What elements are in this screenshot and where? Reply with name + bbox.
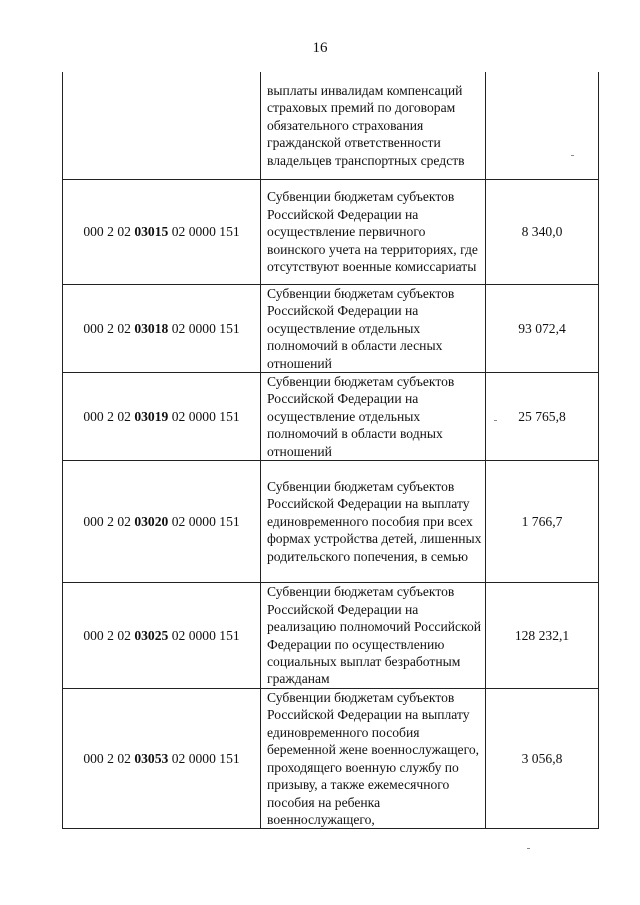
description-cell: выплаты инвалидам компенсаций страховых премий по договорам обязательного страхования гражданской ответственности владельцев транспортных средств (261, 72, 486, 180)
budget-code-cell: 000 2 02 03025 02 0000 151 (63, 583, 261, 689)
amount-cell: 128 232,1 (486, 583, 599, 689)
amount-cell: 25 765,8 (486, 373, 599, 461)
budget-code-cell: 000 2 02 03053 02 0000 151 (63, 689, 261, 829)
budget-code-cell: 000 2 02 03015 02 0000 151 (63, 180, 261, 285)
amount-cell: 8 340,0 (486, 180, 599, 285)
budget-code-cell: 000 2 02 03018 02 0000 151 (63, 285, 261, 373)
budget-code-cell (63, 72, 261, 180)
scan-artifact (527, 848, 530, 849)
description-cell: Субвенции бюджетам субъектов Российской Федерации на реализацию полномочий Российской Федерации по осуществлению социальных выплат безработным гражданам (261, 583, 486, 689)
budget-code-cell: 000 2 02 03019 02 0000 151 (63, 373, 261, 461)
amount-cell (486, 72, 599, 180)
table-row (63, 373, 599, 461)
description-cell: Субвенции бюджетам субъектов Российской Федерации на выплату единовременного пособия беременной жене военнослужащего, проходящего военную службу по призыву, а также ежемесячного пособия на ребенка военнослужащего, (261, 689, 486, 829)
table-row (63, 461, 599, 583)
description-cell: Субвенции бюджетам субъектов Российской Федерации на выплату единовременного пособия при всех формах устройства детей, лишенных родительского попечения, в семью (261, 461, 486, 583)
amount-cell: 1 766,7 (486, 461, 599, 583)
budget-table (62, 72, 599, 829)
description-cell: Субвенции бюджетам субъектов Российской Федерации на осуществление отдельных полномочий в области водных отношений (261, 373, 486, 461)
budget-code-cell: 000 2 02 03020 02 0000 151 (63, 461, 261, 583)
table-row (63, 285, 599, 373)
scan-artifact (571, 155, 574, 156)
amount-cell: 3 056,8 (486, 689, 599, 829)
table-row (63, 180, 599, 285)
page-number: 16 (312, 40, 328, 56)
description-cell: Субвенции бюджетам субъектов Российской Федерации на осуществление отдельных полномочий в области лесных отношений (261, 285, 486, 373)
table-row (63, 583, 599, 689)
scan-artifact (494, 420, 497, 421)
description-cell: Субвенции бюджетам субъектов Российской Федерации на осуществление первичного воинского учета на территориях, где отсутствуют военные комиссариаты (261, 180, 486, 285)
amount-cell: 93 072,4 (486, 285, 599, 373)
table-row (63, 72, 599, 180)
table-row (63, 689, 599, 829)
